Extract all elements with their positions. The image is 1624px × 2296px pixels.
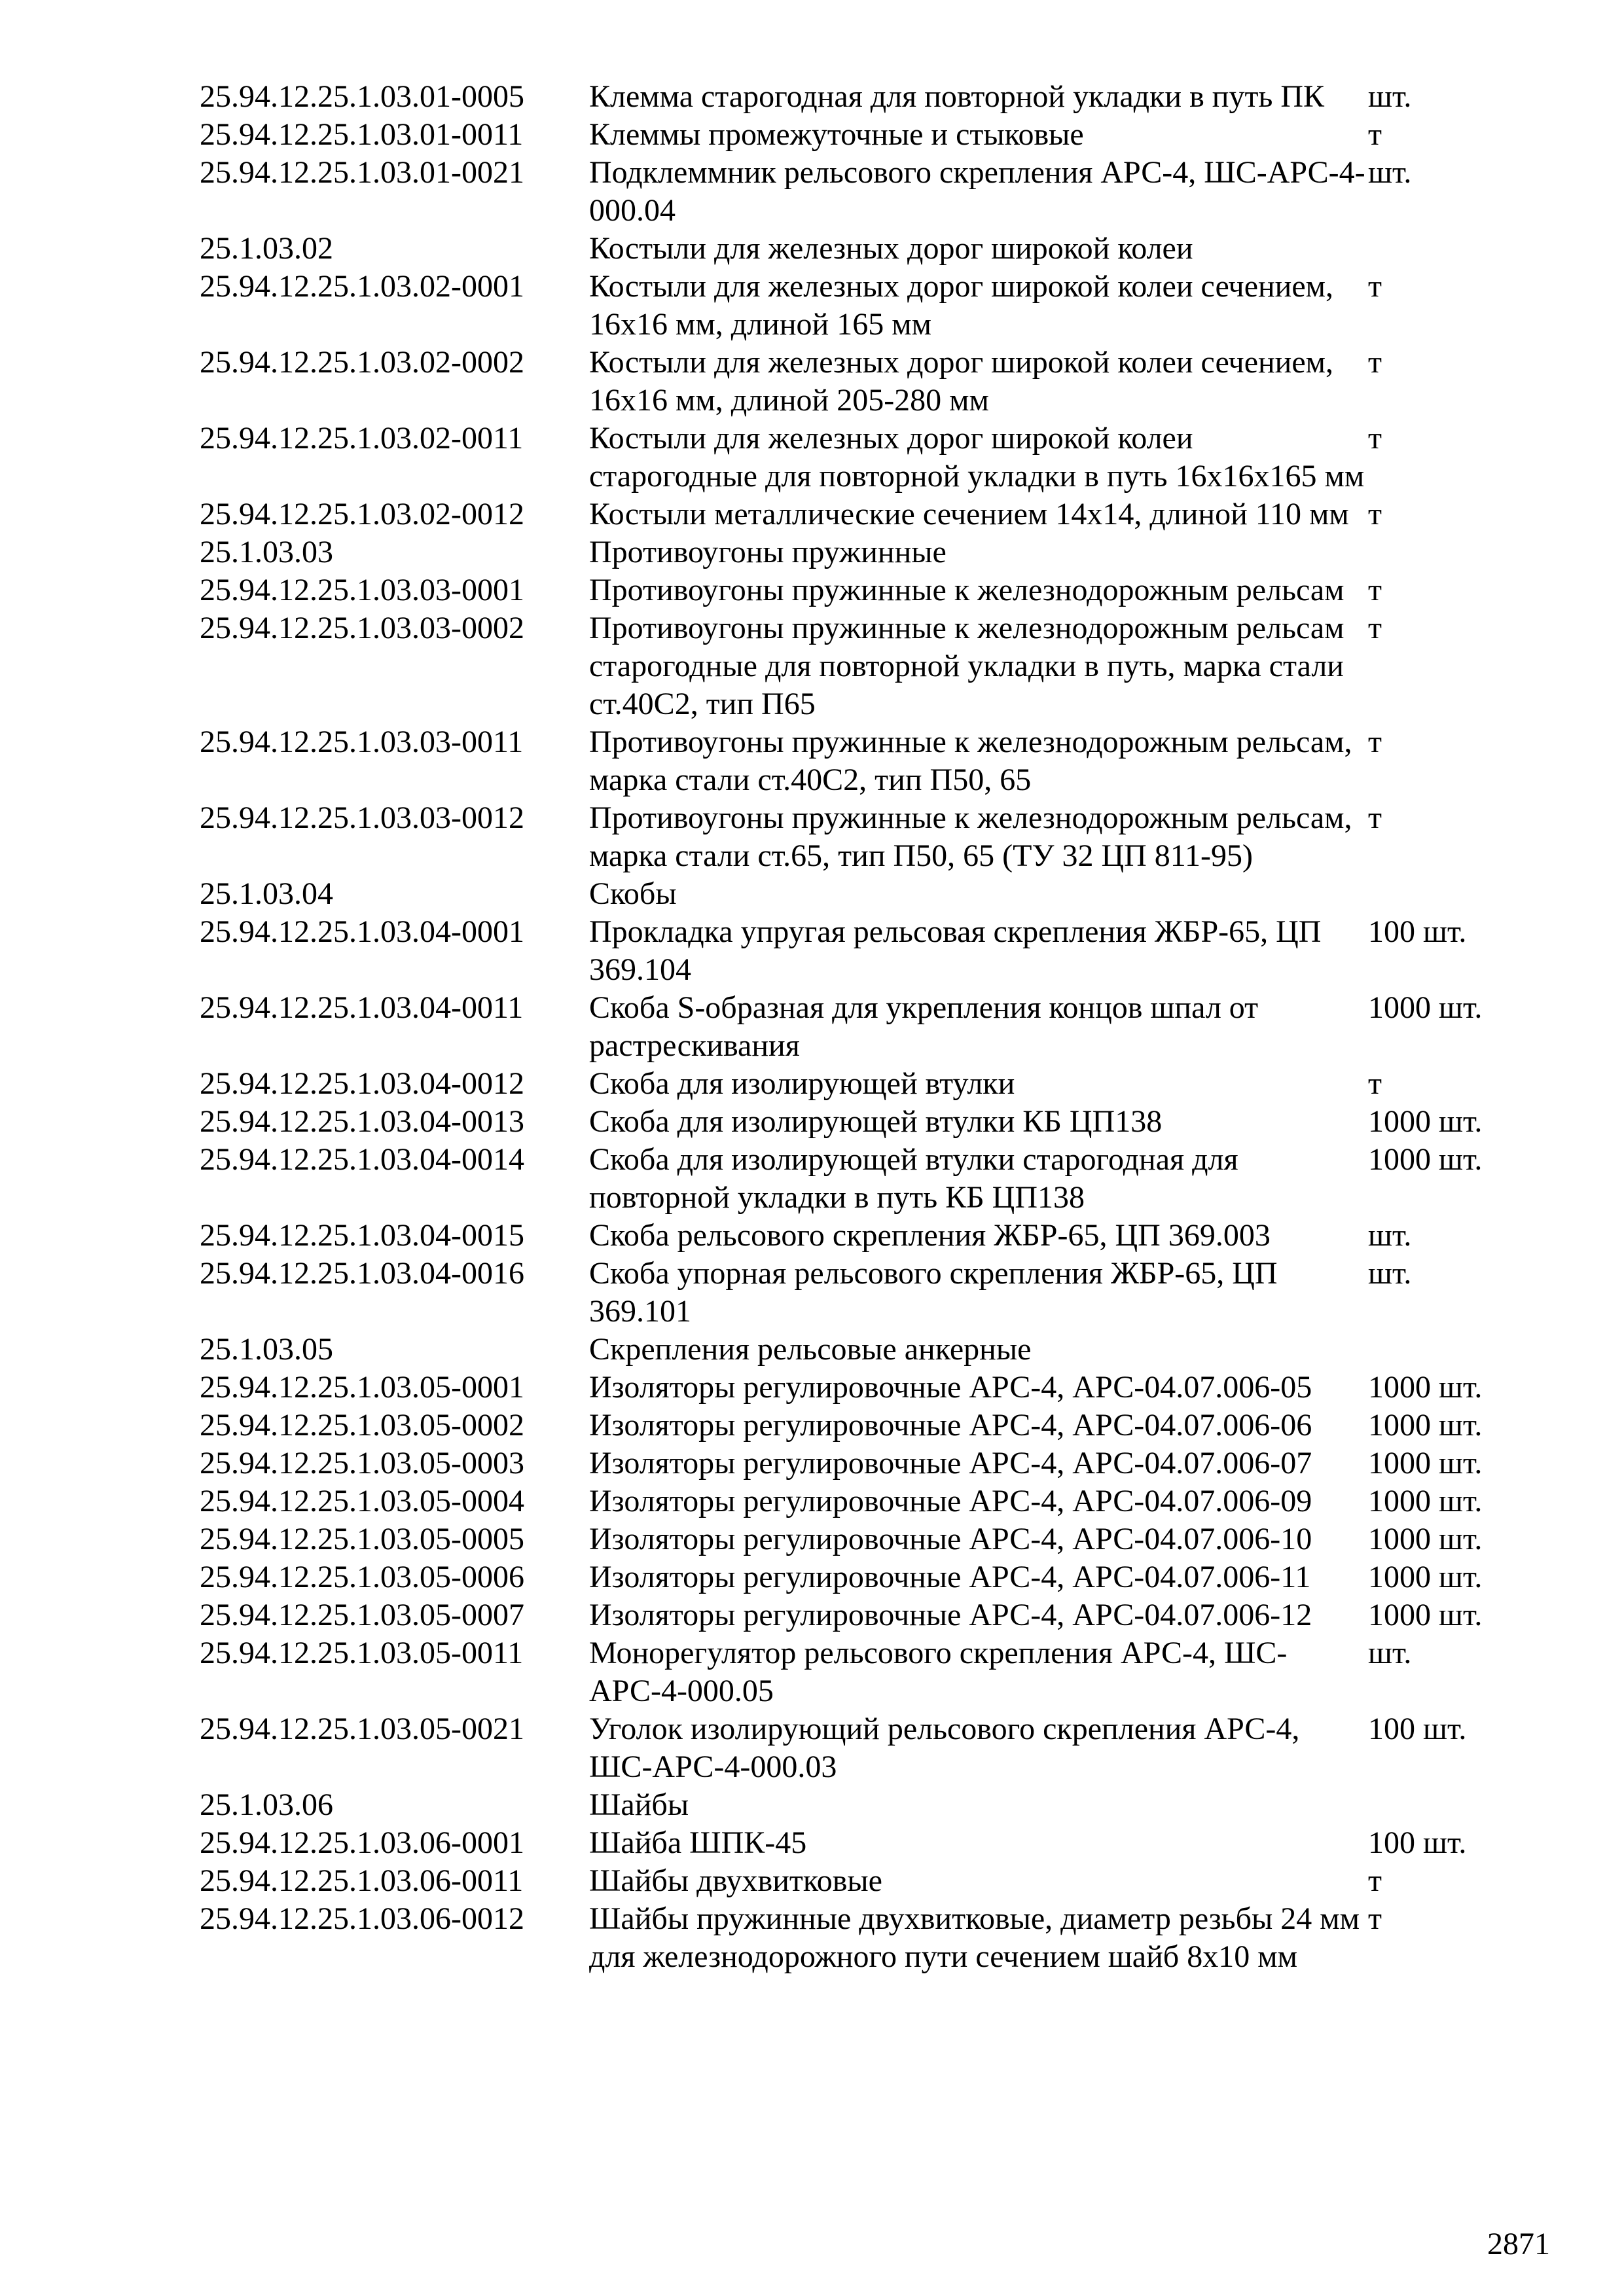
table-row xyxy=(200,1482,1509,1520)
resource-name: Противоугоны пружинные к железнодорожным рельсам xyxy=(589,573,1344,607)
resource-unit: т xyxy=(1368,421,1382,456)
resource-name: Противоугоны пружинные xyxy=(589,535,947,569)
resource-unit: т xyxy=(1368,345,1382,380)
resource-unit: шт. xyxy=(1368,155,1412,190)
group-row xyxy=(200,875,1509,913)
resource-code: 25.94.12.25.1.03.05-0005 xyxy=(200,1522,524,1556)
resource-name: Костыли для железных дорог широкой колеи старогодные для повторной укладки в путь 16х16х165 мм xyxy=(589,421,1365,493)
resource-unit: 100 шт. xyxy=(1368,1712,1467,1746)
resource-unit: т xyxy=(1368,117,1382,152)
resource-name: Шайбы пружинные двухвитковые, диаметр резьбы 24 мм для железнодорожного пути сечением шайб 8х10 мм xyxy=(589,1901,1360,1974)
resource-name: Скобы xyxy=(589,876,677,911)
resource-table xyxy=(200,78,1509,1976)
resource-code: 25.94.12.25.1.03.01-0005 xyxy=(200,79,524,114)
resource-code: 25.94.12.25.1.03.04-0016 xyxy=(200,1256,524,1291)
table-row xyxy=(200,1558,1509,1596)
table-row xyxy=(200,420,1509,495)
resource-code: 25.94.12.25.1.03.03-0002 xyxy=(200,611,524,645)
resource-name: Скрепления рельсовые анкерные xyxy=(589,1332,1032,1367)
resource-code: 25.94.12.25.1.03.06-0001 xyxy=(200,1825,524,1860)
resource-name: Подклеммник рельсового скрепления АРС-4, ШС-АРС-4-000.04 xyxy=(589,155,1365,228)
table-row xyxy=(200,1255,1509,1331)
resource-name: Прокладка упругая рельсовая скрепления ЖБР-65, ЦП 369.104 xyxy=(589,914,1322,987)
table-row xyxy=(200,1065,1509,1103)
resource-code: 25.94.12.25.1.03.04-0011 xyxy=(200,990,524,1025)
resource-code: 25.94.12.25.1.03.03-0012 xyxy=(200,800,524,835)
resource-unit: т xyxy=(1368,497,1382,531)
resource-code: 25.94.12.25.1.03.04-0015 xyxy=(200,1218,524,1253)
resource-unit: 1000 шт. xyxy=(1368,1484,1483,1518)
resource-unit: т xyxy=(1368,800,1382,835)
resource-unit: т xyxy=(1368,1863,1382,1898)
resource-code: 25.94.12.25.1.03.03-0011 xyxy=(200,725,524,759)
resource-name: Костыли для железных дорог широкой колеи сечением, 16х16 мм, длиной 165 мм xyxy=(589,269,1334,342)
resource-code: 25.94.12.25.1.03.05-0011 xyxy=(200,1636,524,1670)
resource-unit: 100 шт. xyxy=(1368,914,1467,949)
resource-name: Скоба для изолирующей втулки КБ ЦП138 xyxy=(589,1104,1163,1139)
resource-unit: т xyxy=(1368,573,1382,607)
table-row xyxy=(200,1862,1509,1900)
resource-name: Шайбы xyxy=(589,1787,689,1822)
resource-name: Изоляторы регулировочные АРС-4, АРС-04.07.006-09 xyxy=(589,1484,1312,1518)
resource-code: 25.94.12.25.1.03.05-0007 xyxy=(200,1598,524,1632)
resource-unit: 1000 шт. xyxy=(1368,990,1483,1025)
table-row xyxy=(200,1141,1509,1217)
resource-name: Уголок изолирующий рельсового скрепления АРС-4, ШС-АРС-4-000.03 xyxy=(589,1712,1300,1784)
resource-name: Скоба упорная рельсового скрепления ЖБР-65, ЦП 369.101 xyxy=(589,1256,1278,1329)
resource-unit: шт. xyxy=(1368,79,1412,114)
group-row xyxy=(200,230,1509,268)
table-row xyxy=(200,989,1509,1065)
resource-code: 25.94.12.25.1.03.02-0002 xyxy=(200,345,524,380)
table-row xyxy=(200,495,1509,533)
resource-code: 25.94.12.25.1.03.01-0011 xyxy=(200,117,524,152)
resource-code: 25.94.12.25.1.03.03-0001 xyxy=(200,573,524,607)
resource-unit: шт. xyxy=(1368,1218,1412,1253)
group-row xyxy=(200,1786,1509,1824)
table-row xyxy=(200,78,1509,116)
resource-code: 25.94.12.25.1.03.02-0012 xyxy=(200,497,524,531)
table-row xyxy=(200,1217,1509,1255)
resource-code: 25.94.12.25.1.03.04-0001 xyxy=(200,914,524,949)
resource-unit: шт. xyxy=(1368,1636,1412,1670)
table-row xyxy=(200,1369,1509,1407)
resource-code: 25.94.12.25.1.03.04-0012 xyxy=(200,1066,524,1101)
resource-code: 25.1.03.02 xyxy=(200,231,333,266)
resource-code: 25.1.03.05 xyxy=(200,1332,333,1367)
resource-unit: т xyxy=(1368,1901,1382,1936)
table-row xyxy=(200,609,1509,723)
resource-name: Костыли для железных дорог широкой колеи сечением, 16х16 мм, длиной 205-280 мм xyxy=(589,345,1334,418)
resource-name: Скоба S-образная для укрепления концов шпал от растрескивания xyxy=(589,990,1259,1063)
group-row xyxy=(200,533,1509,571)
table-row xyxy=(200,1900,1509,1976)
resource-unit: 1000 шт. xyxy=(1368,1446,1483,1480)
resource-name: Клеммы промежуточные и стыковые xyxy=(589,117,1084,152)
table-row xyxy=(200,723,1509,799)
resource-code: 25.1.03.03 xyxy=(200,535,333,569)
resource-name: Костыли металлические сечением 14х14, длиной 110 мм xyxy=(589,497,1349,531)
resource-code: 25.94.12.25.1.03.05-0021 xyxy=(200,1712,524,1746)
resource-unit: 1000 шт. xyxy=(1368,1408,1483,1443)
table-row xyxy=(200,268,1509,344)
resource-code: 25.94.12.25.1.03.06-0012 xyxy=(200,1901,524,1936)
resource-code: 25.94.12.25.1.03.05-0001 xyxy=(200,1370,524,1405)
table-row xyxy=(200,1103,1509,1141)
resource-unit: т xyxy=(1368,269,1382,304)
table-row xyxy=(200,1444,1509,1482)
resource-name: Клемма старогодная для повторной укладки в путь ПК xyxy=(589,79,1325,114)
resource-name: Костыли для железных дорог широкой колеи xyxy=(589,231,1193,266)
resource-code: 25.1.03.04 xyxy=(200,876,333,911)
resource-unit: 1000 шт. xyxy=(1368,1522,1483,1556)
table-row xyxy=(200,1824,1509,1862)
resource-code: 25.94.12.25.1.03.01-0021 xyxy=(200,155,524,190)
resource-unit: 1000 шт. xyxy=(1368,1104,1483,1139)
resource-code: 25.94.12.25.1.03.05-0002 xyxy=(200,1408,524,1443)
resource-name: Скоба рельсового скрепления ЖБР-65, ЦП 369.003 xyxy=(589,1218,1271,1253)
table-row xyxy=(200,1634,1509,1710)
resource-unit: т xyxy=(1368,611,1382,645)
resource-unit: 100 шт. xyxy=(1368,1825,1467,1860)
table-row xyxy=(200,913,1509,989)
resource-unit: т xyxy=(1368,725,1382,759)
table-row xyxy=(200,1520,1509,1558)
resource-name: Изоляторы регулировочные АРС-4, АРС-04.07.006-05 xyxy=(589,1370,1312,1405)
resource-code: 25.94.12.25.1.03.06-0011 xyxy=(200,1863,524,1898)
table-row xyxy=(200,1710,1509,1786)
resource-code: 25.1.03.06 xyxy=(200,1787,333,1822)
resource-unit: 1000 шт. xyxy=(1368,1370,1483,1405)
resource-unit: шт. xyxy=(1368,1256,1412,1291)
resource-code: 25.94.12.25.1.03.02-0001 xyxy=(200,269,524,304)
resource-name: Противоугоны пружинные к железнодорожным рельсам старогодные для повторной укладки в путь, марка стали ст.40С2, тип П65 xyxy=(589,611,1344,721)
resource-name: Изоляторы регулировочные АРС-4, АРС-04.07.006-06 xyxy=(589,1408,1312,1443)
resource-unit: 1000 шт. xyxy=(1368,1598,1483,1632)
table-row xyxy=(200,571,1509,609)
resource-name: Скоба для изолирующей втулки xyxy=(589,1066,1015,1101)
group-row xyxy=(200,1331,1509,1369)
resource-code: 25.94.12.25.1.03.05-0004 xyxy=(200,1484,524,1518)
resource-name: Изоляторы регулировочные АРС-4, АРС-04.07.006-10 xyxy=(589,1522,1312,1556)
table-row xyxy=(200,344,1509,420)
page-number: 2871 xyxy=(1487,2227,1550,2261)
table-row xyxy=(200,799,1509,875)
resource-code: 25.94.12.25.1.03.04-0014 xyxy=(200,1142,524,1177)
resource-code: 25.94.12.25.1.03.02-0011 xyxy=(200,421,524,456)
resource-name: Изоляторы регулировочные АРС-4, АРС-04.07.006-07 xyxy=(589,1446,1312,1480)
resource-name: Изоляторы регулировочные АРС-4, АРС-04.07.006-11 xyxy=(589,1560,1311,1594)
resource-name: Изоляторы регулировочные АРС-4, АРС-04.07.006-12 xyxy=(589,1598,1312,1632)
resource-name: Скоба для изолирующей втулки старогодная для повторной укладки в путь КБ ЦП138 xyxy=(589,1142,1238,1215)
resource-name: Противоугоны пружинные к железнодорожным рельсам, марка стали ст.40С2, тип П50, 65 xyxy=(589,725,1352,797)
resource-code: 25.94.12.25.1.03.04-0013 xyxy=(200,1104,524,1139)
resource-unit: 1000 шт. xyxy=(1368,1560,1483,1594)
resource-unit: т xyxy=(1368,1066,1382,1101)
table-row xyxy=(200,116,1509,154)
resource-name: Шайба ШПК-45 xyxy=(589,1825,807,1860)
table-row xyxy=(200,1407,1509,1444)
resource-name: Шайбы двухвитковые xyxy=(589,1863,882,1898)
resource-code: 25.94.12.25.1.03.05-0006 xyxy=(200,1560,524,1594)
resource-name: Противоугоны пружинные к железнодорожным рельсам, марка стали ст.65, тип П50, 65 (ТУ 32 ЦП 811-95) xyxy=(589,800,1352,873)
table-row xyxy=(200,1596,1509,1634)
resource-unit: 1000 шт. xyxy=(1368,1142,1483,1177)
resource-name: Монорегулятор рельсового скрепления АРС-4, ШС-АРС-4-000.05 xyxy=(589,1636,1288,1708)
table-row xyxy=(200,154,1509,230)
resource-code: 25.94.12.25.1.03.05-0003 xyxy=(200,1446,524,1480)
